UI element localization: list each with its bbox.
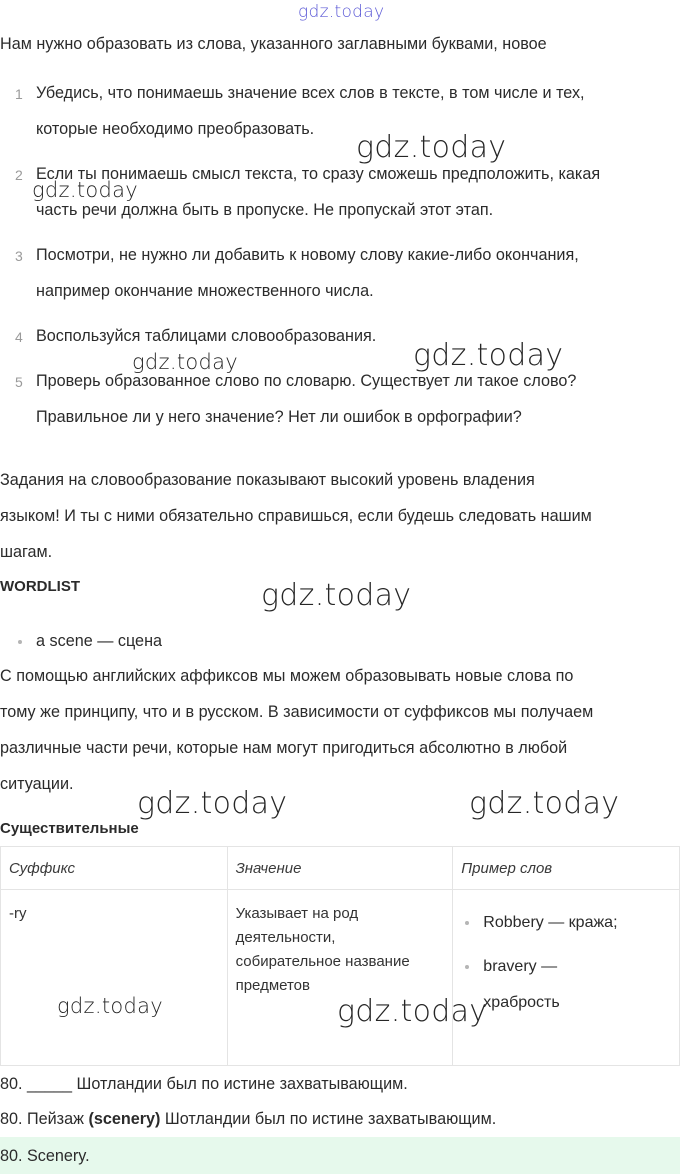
wordlist-heading: WORDLIST bbox=[0, 578, 80, 595]
filled-suffix: Шотландии был по истине захватывающим. bbox=[160, 1110, 497, 1128]
step-number: 5 bbox=[15, 374, 23, 390]
example-text: храбрость bbox=[483, 994, 560, 1011]
watermark: gdz.today bbox=[32, 178, 139, 202]
meaning-line: собирательное название bbox=[235, 953, 410, 970]
header-suffix: Суффикс bbox=[1, 847, 228, 890]
intro-text: Нам нужно образовать из слова, указанного заглавными буквами, новое bbox=[0, 35, 547, 53]
step-text: Воспользуйся таблицами словообразования. bbox=[36, 327, 377, 345]
example-item bbox=[461, 956, 671, 978]
filled-bold: (scenery) bbox=[88, 1110, 161, 1128]
watermark: gdz.today bbox=[337, 994, 488, 1029]
header-examples: Пример слов bbox=[453, 847, 680, 890]
example-text: Robbery — кража; bbox=[483, 914, 618, 931]
table-row bbox=[1, 890, 680, 1066]
affix-paragraph-line: различные части речи, которые нам могут пригодиться абсолютно в любой bbox=[0, 739, 568, 757]
step-text: Правильное ли у него значение? Нет ли ошибок в орфографии? bbox=[36, 408, 522, 426]
suffix-table bbox=[0, 846, 680, 1066]
step-text: Убедись, что понимаешь значение всех слов в тексте, в том числе и тех, bbox=[36, 84, 585, 102]
example-item-continuation bbox=[461, 992, 671, 1014]
watermark: gdz.today bbox=[261, 578, 412, 613]
step-number: 1 bbox=[15, 86, 23, 102]
step-text: которые необходимо преобразовать. bbox=[36, 120, 315, 138]
step-text: Проверь образованное слово по словарю. Существует ли такое слово? bbox=[36, 372, 577, 390]
tasks-paragraph-line: языком! И ты с ними обязательно справишься, если будешь следовать нашим bbox=[0, 507, 592, 525]
step-number: 2 bbox=[15, 167, 23, 183]
watermark: gdz.today bbox=[137, 786, 288, 821]
example-text: bravery — bbox=[483, 958, 558, 975]
step-text: например окончание множественного числа. bbox=[36, 282, 374, 300]
step-text: Посмотри, не нужно ли добавить к новому слову какие-либо окончания, bbox=[36, 246, 579, 264]
watermark: gdz.today bbox=[356, 130, 507, 165]
bullet-dot bbox=[18, 640, 22, 644]
tasks-paragraph-line: Задания на словообразование показывают высокий уровень владения bbox=[0, 471, 535, 489]
bullet-dot bbox=[465, 965, 469, 969]
affix-paragraph-line: тому же принципу, что и в русском. В зависимости от суффиксов мы получаем bbox=[0, 703, 594, 721]
cell-meaning bbox=[227, 890, 453, 1066]
watermark: gdz.today bbox=[469, 786, 620, 821]
step-number: 4 bbox=[15, 329, 23, 345]
affix-paragraph-line: ситуации. bbox=[0, 775, 74, 793]
step-number: 3 bbox=[15, 248, 23, 264]
exercise-task: 80. _____ Шотландии был по истине захватывающим. bbox=[0, 1075, 408, 1093]
exercise-filled bbox=[0, 1110, 496, 1129]
header-meaning: Значение bbox=[227, 847, 453, 890]
tasks-paragraph-line: шагам. bbox=[0, 543, 53, 561]
meaning-line: предметов bbox=[235, 977, 310, 994]
step-text: часть речи должна быть в пропуске. Не пропускай этот этап. bbox=[36, 201, 494, 219]
watermark: gdz.today bbox=[57, 994, 164, 1018]
nouns-heading: Существительные bbox=[0, 820, 139, 837]
table-header-row bbox=[1, 847, 680, 890]
example-item bbox=[461, 912, 671, 934]
cell-examples bbox=[453, 890, 680, 1066]
affix-paragraph-line: С помощью английских аффиксов мы можем образовывать новые слова по bbox=[0, 667, 574, 685]
meaning-line: Указывает на род bbox=[235, 905, 359, 922]
watermark: gdz.today bbox=[132, 350, 239, 374]
suffix-value: -ry bbox=[9, 905, 27, 922]
watermark-top: gdz.today bbox=[298, 2, 385, 22]
filled-prefix: 80. Пейзаж bbox=[0, 1110, 89, 1128]
answer-band bbox=[0, 1137, 680, 1174]
meaning-line: деятельности, bbox=[235, 929, 336, 946]
cell-suffix bbox=[1, 890, 228, 1066]
bullet-dot bbox=[465, 921, 469, 925]
step-text: Если ты понимаешь смысл текста, то сразу сможешь предположить, какая bbox=[36, 165, 601, 183]
wordlist-item: a scene — сцена bbox=[36, 632, 163, 650]
exercise-answer: 80. Scenery. bbox=[0, 1147, 90, 1165]
watermark: gdz.today bbox=[413, 338, 564, 373]
